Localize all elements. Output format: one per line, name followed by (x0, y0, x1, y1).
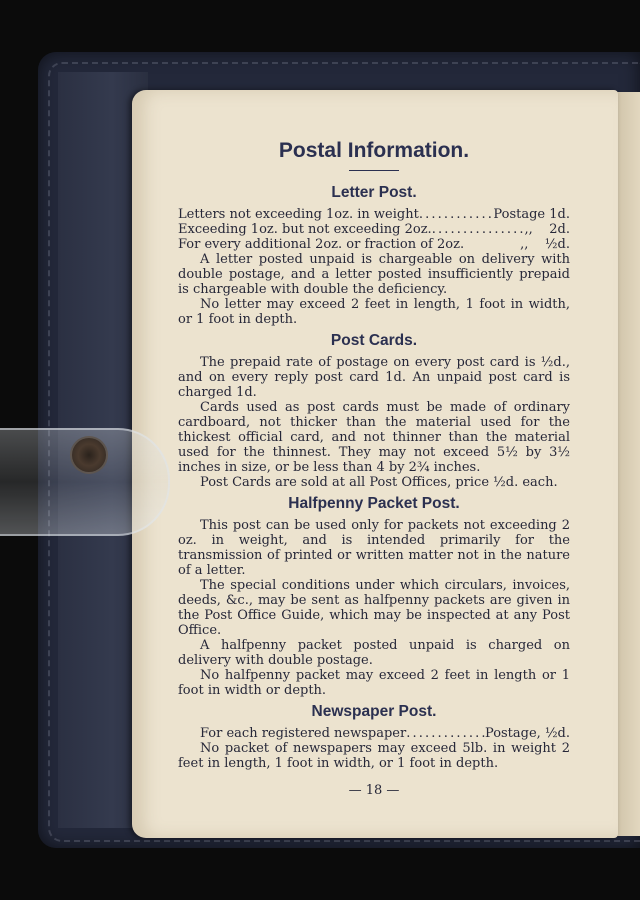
paragraph: A halfpenny packet posted unpaid is charged on delivery with double postage. (178, 638, 570, 668)
rate-line: For every additional 2oz. or fraction of 2oz. ,, ½d. (178, 237, 570, 252)
paragraph: Cards used as post cards must be made of ordinary cardboard, not thicker than the material used for the thickest official card, and not thinner than the material used for the thinnest. They may not exceed 5½ by 3½ inches in size, or be less than 4 by 2¾ inches. (178, 400, 570, 475)
paragraph: No packet of newspapers may exceed 5lb. in weight 2 feet in length, 1 foot in width, or 1 foot in depth. (178, 741, 570, 771)
paragraph: Post Cards are sold at all Post Offices, price ½d. each. (200, 475, 558, 490)
post-cards-heading: Post Cards. (330, 332, 418, 349)
rate-line: Exceeding 1oz. but not exceeding 2oz. . . . ,, 2d. (178, 222, 570, 237)
halfpenny-packet-heading: Halfpenny Packet Post. (288, 495, 460, 512)
clasp-rivet (70, 436, 108, 474)
letter-post-heading: Letter Post. (331, 184, 417, 201)
page-content (178, 128, 570, 798)
title-rule (349, 170, 399, 171)
rate-line: For each registered newspaper . . . Postage, ½d. (178, 726, 570, 741)
paragraph: No halfpenny packet may exceed 2 feet in length or 1 foot in width or depth. (178, 668, 570, 698)
paragraph: This post can be used only for packets not exceeding 2 oz. in weight, and is intended primarily for the transmission of printed or written matter not in the nature of a letter. (178, 518, 570, 578)
paragraph: The special conditions under which circulars, invoices, deeds, &c., may be sent as halfpenny packets are given in the Post Office Guide, which may be inspected at any Post Office. (178, 578, 570, 638)
page-number: — 18 — (348, 783, 400, 798)
paragraph: A letter posted unpaid is chargeable on delivery with double postage, and a letter posted insufficiently prepaid is chargeable with double the deficiency. (178, 252, 570, 297)
rate-line: Letters not exceeding 1oz. in weight . . . Postage 1d. (178, 207, 570, 222)
paragraph: The prepaid rate of postage on every post card is ½d., and on every reply post card 1d. An unpaid post card is charged 1d. (178, 355, 570, 400)
newspaper-post-heading: Newspaper Post. (311, 703, 437, 720)
page-title: Postal Information. (278, 139, 470, 162)
paragraph: No letter may exceed 2 feet in length, 1 foot in width, or 1 foot in depth. (178, 297, 570, 327)
